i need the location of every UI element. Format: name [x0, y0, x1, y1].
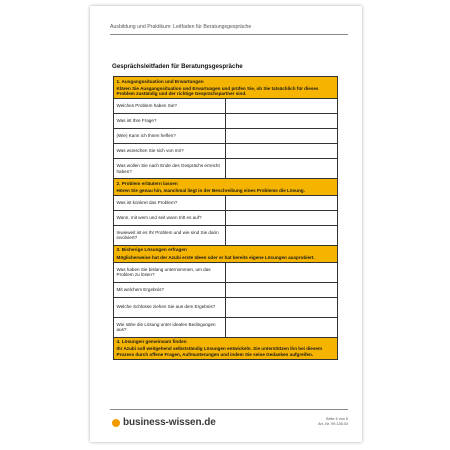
answer-cell[interactable]	[226, 114, 338, 129]
section-description: Möglicherweise hat der Azubi erste Ideen oder er hat bereits eigene Lösungen ausprobiert.	[116, 254, 315, 260]
document-title: Gesprächsleitfaden für Beratungsgespräche	[112, 63, 243, 70]
guide-table	[113, 76, 338, 360]
document-page	[90, 6, 362, 442]
article-number: Art.-Nr. 99.135.03	[318, 422, 348, 426]
section-description: Hören Sie genau hin, manchmal liegt in der Beschreibung eines Problems die Lösung.	[116, 187, 305, 193]
table-row	[114, 317, 338, 337]
question-cell: (Wie) Kann ich Ihnen helfen?	[114, 129, 226, 144]
table-row	[114, 195, 338, 210]
section-title: 3. Bisherige Lösungen erfragen	[116, 247, 187, 253]
answer-cell[interactable]	[226, 144, 338, 159]
table-row	[114, 129, 338, 144]
answer-cell[interactable]	[226, 317, 338, 337]
section-title: 1. Ausgangssituation und Erwartungen	[116, 78, 204, 84]
running-header: Ausbildung und Praktikum: Leitfaden für Beratungsgespräche	[110, 24, 252, 30]
table-row	[114, 159, 338, 179]
page-number: Seite 4 von 5	[325, 417, 348, 421]
section-header-1	[114, 77, 338, 99]
question-cell: Was ist Ihre Frage?	[114, 114, 226, 129]
question-cell: Was wünschen Sie sich von mir?	[114, 144, 226, 159]
section-description: Klären Sie Ausgangssituation und Erwartungen und prüfen Sie, ob Sie tatsächlich für dieses Problem zuständig und der richtige Gesprächspartner sind.	[116, 85, 319, 97]
table-row	[114, 225, 338, 245]
table-row	[114, 262, 338, 282]
question-cell: Welche Schlüsse ziehen Sie aus dem Ergebnis?	[114, 297, 226, 317]
answer-cell[interactable]	[226, 99, 338, 114]
question-cell: Was haben Sie bislang unternommen, um das Problem zu lösen?	[114, 262, 226, 282]
question-cell: Was wollen Sie nach Ende des Gesprächs erreicht haben?	[114, 159, 226, 179]
footer-divider	[110, 409, 348, 410]
question-cell: Was ist konkret das Problem?	[114, 195, 226, 210]
section-title: 2. Problem erläutern lassen	[116, 180, 178, 186]
logo-dot-icon	[112, 419, 120, 427]
question-cell: Mit welchem Ergebnis?	[114, 282, 226, 297]
header-divider	[110, 34, 348, 35]
section-title: 4. Lösungen gemeinsam finden	[116, 339, 187, 345]
question-cell: Inwieweit ist es Ihr Problem und wie sind Sie darin involviert?	[114, 225, 226, 245]
section-header-4	[114, 337, 338, 359]
section-description: Ihr Azubi soll weitgehend selbstständig Lösungen entwickeln. Sie unterstützen ihn bei diesem Prozess durch offene Fragen, Aufmunterungen und indem Sie seine Gedanken aufgreifen.	[116, 346, 323, 357]
answer-cell[interactable]	[226, 159, 338, 179]
question-cell: Wie sähe die Lösung unter idealen Bedingungen aus?	[114, 317, 226, 337]
table-row	[114, 210, 338, 225]
brand-name: business-wissen.de	[123, 417, 216, 428]
answer-cell[interactable]	[226, 195, 338, 210]
table-row	[114, 297, 338, 317]
answer-cell[interactable]	[226, 210, 338, 225]
answer-cell[interactable]	[226, 129, 338, 144]
answer-cell[interactable]	[226, 225, 338, 245]
question-cell: Welches Problem haben Sie?	[114, 99, 226, 114]
table-row	[114, 144, 338, 159]
section-header-2	[114, 179, 338, 196]
page-info	[318, 417, 348, 427]
answer-cell[interactable]	[226, 262, 338, 282]
section-header-3	[114, 245, 338, 262]
brand-logo	[112, 417, 216, 428]
question-cell: Wann, mit wem und seit wann tritt es auf?	[114, 210, 226, 225]
answer-cell[interactable]	[226, 282, 338, 297]
answer-cell[interactable]	[226, 297, 338, 317]
table-row	[114, 114, 338, 129]
table-row	[114, 282, 338, 297]
table-row	[114, 99, 338, 114]
